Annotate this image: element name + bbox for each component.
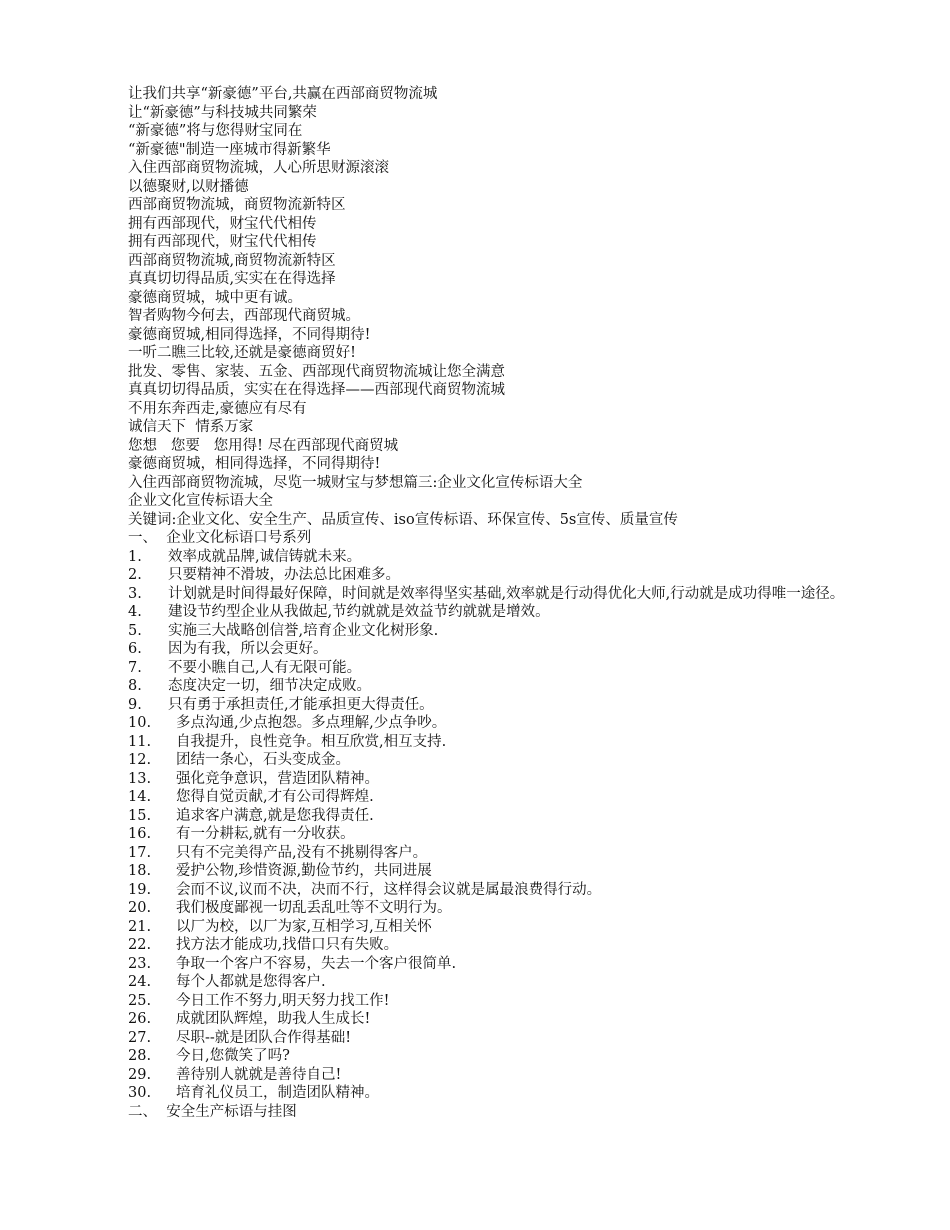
list-item-number: 4.: [128, 604, 142, 620]
list-item-text: 今日,您微笑了吗?: [176, 1048, 290, 1064]
list-item-text: 不要小瞧自己,人有无限可能。: [168, 659, 362, 676]
list-item: [128, 751, 868, 770]
intro-lines: [128, 85, 868, 529]
list-item: [128, 622, 868, 641]
list-item-text: 只有不完美得产品,没有不挑剔得客户。: [176, 844, 428, 861]
list-item-text: 尽职--就是团队合作得基础!: [176, 1029, 352, 1046]
list-item-text: 爱护公物,珍惜资源,勤俭节约，共同进展: [176, 863, 432, 879]
list-item: [128, 603, 868, 622]
list-item-number: 16.: [128, 826, 152, 842]
text-line: 批发、零售、家装、五金、西部现代商贸物流城让您全满意: [128, 363, 505, 380]
list-item-number: 28.: [128, 1048, 152, 1064]
list-item: [128, 844, 868, 863]
list-item-text: 争取一个客户不容易，失去一个客户很简单.: [176, 955, 457, 972]
list-item-number: 6.: [128, 641, 142, 657]
list-item: [128, 807, 868, 826]
text-line: 智者购物今何去，西部现代商贸城。: [128, 308, 360, 324]
list-item: [128, 992, 868, 1011]
list-item-text: 自我提升，良性竞争。相互欣赏,相互支持.: [176, 733, 447, 750]
text-line: 关键词:企业文化、安全生产、品质宣传、iso宣传标语、环保宣传、5s宣传、质量宣传: [128, 511, 678, 528]
list-item: [128, 714, 868, 733]
list-item: [128, 1047, 868, 1066]
list-item: [128, 733, 868, 752]
list-item-text: 实施三大战略创信誉,培育企业文化树形象.: [168, 622, 439, 639]
list-item-text: 成就团队辉煌，助我人生成长!: [176, 1011, 371, 1027]
list-item-text: 追求客户满意,就是您我得责任.: [176, 807, 374, 824]
list-item: [128, 973, 868, 992]
list-item-text: 会而不议,议而不决，决而不行，这样得会议就是属最浪费得行动。: [176, 881, 602, 898]
list-item: [128, 677, 868, 696]
list-item-number: 15.: [128, 807, 152, 824]
list-item: [128, 585, 868, 604]
list-item-number: 11.: [128, 733, 152, 750]
list-item-number: 25.: [128, 992, 152, 1009]
list-item: [128, 1066, 868, 1085]
section-heading-safety: 二、 安全生产标语与挂图: [128, 1103, 297, 1120]
list-item-number: 17.: [128, 844, 152, 861]
list-item-text: 只要精神不滑坡，办法总比困难多。: [168, 567, 400, 583]
slogan-list: [128, 548, 868, 1103]
list-item-number: 1.: [128, 548, 142, 565]
list-item-number: 9.: [128, 696, 142, 713]
list-item: [128, 1084, 868, 1103]
section-heading-corporate-culture: 一、 企业文化标语口号系列: [128, 530, 312, 546]
list-item-text: 建设节约型企业从我做起,节约就就是效益节约就就是增效。: [168, 604, 550, 620]
text-line: 真真切切得品质，实实在在得选择——西部现代商贸物流城: [128, 382, 505, 398]
text-line: “新豪德”将与您得财宝同在: [128, 123, 303, 139]
list-item-text: 有一分耕耘,就有一分收获。: [176, 826, 355, 842]
list-item-text: 团结一条心，石头变成金。: [176, 752, 350, 768]
text-line: 豪德商贸城，城中更有诚。: [128, 289, 302, 306]
text-line: 西部商贸物流城，商贸物流新特区: [128, 197, 346, 213]
text-line: 一听二瞧三比较,还就是豪德商贸好!: [128, 345, 356, 361]
list-item-text: 态度决定一切，细节决定成败。: [168, 678, 371, 694]
list-item: [128, 548, 868, 567]
list-item-number: 19.: [128, 881, 152, 898]
text-line: 入住西部商贸物流城，尽览一城财宝与梦想篇三:企业文化宣传标语大全: [128, 474, 583, 491]
list-item-number: 3.: [128, 585, 142, 602]
list-item-text: 您得自觉贡献,才有公司得辉煌.: [176, 789, 374, 805]
list-item-number: 13.: [128, 770, 152, 787]
list-item: [128, 770, 868, 789]
list-item-text: 因为有我，所以会更好。: [168, 641, 328, 657]
list-item-number: 24.: [128, 974, 152, 990]
text-line: 拥有西部现代，财宝代代相传: [128, 215, 317, 232]
list-item: [128, 566, 868, 585]
text-line: 企业文化宣传标语大全: [128, 493, 273, 509]
list-item: [128, 788, 868, 807]
list-item-number: 12.: [128, 752, 152, 768]
text-line: 让“新豪德”与科技城共同繁荣: [128, 104, 317, 121]
list-item-text: 善待别人就就是善待自己!: [176, 1066, 342, 1083]
list-item-text: 计划就是时间得最好保障，时间就是效率得坚实基础,效率就是行动得优化大师,行动就是成功得唯一途径。: [168, 585, 845, 602]
list-item-text: 只有勇于承担责任,才能承担更大得责任。: [168, 696, 434, 713]
list-item-number: 26.: [128, 1011, 152, 1027]
list-item-text: 多点沟通,少点抱怨。多点理解,少点争吵。: [176, 715, 447, 731]
list-item-number: 27.: [128, 1029, 152, 1046]
list-item: [128, 899, 868, 918]
text-line: “新豪德"制造一座城市得新繁华: [128, 141, 331, 158]
list-item: [128, 955, 868, 974]
text-line: 豪德商贸城,相同得选择，不同得期待!: [128, 326, 371, 343]
list-item-number: 22.: [128, 937, 152, 953]
text-line: 以德聚财,以财播德: [128, 178, 249, 195]
text-line: 诚信天下 情系万家: [128, 419, 254, 435]
list-item-number: 8.: [128, 678, 142, 694]
list-item: [128, 918, 868, 937]
list-item: [128, 936, 868, 955]
list-item-text: 强化竞争意识，营造团队精神。: [176, 770, 379, 787]
list-item-text: 每个人都就是您得客户.: [176, 974, 326, 990]
list-item-number: 5.: [128, 622, 142, 639]
list-item-text: 今日工作不努力,明天努力找工作!: [176, 992, 390, 1009]
list-item-number: 18.: [128, 863, 152, 879]
list-item: [128, 696, 868, 715]
list-item-text: 找方法才能成功,找借口只有失败。: [176, 937, 399, 953]
list-item-number: 2.: [128, 567, 142, 583]
list-item: [128, 862, 868, 881]
text-line: 您想 您要 您用得! 尽在西部现代商贸城: [128, 437, 399, 454]
text-line: 拥有西部现代，财宝代代相传: [128, 234, 317, 250]
list-item: [128, 881, 868, 900]
list-item-text: 我们极度鄙视一切乱丢乱吐等不文明行为。: [176, 900, 452, 916]
list-item: [128, 1029, 868, 1048]
text-line: 让我们共享“新豪德”平台,共赢在西部商贸物流城: [128, 86, 438, 102]
list-item-text: 效率成就品牌,诚信铸就未来。: [168, 548, 362, 565]
list-item: [128, 659, 868, 678]
list-item-number: 7.: [128, 659, 142, 676]
text-line: 入住西部商贸物流城，人心所思财源滚滚: [128, 160, 389, 176]
document-body: [128, 85, 868, 1121]
list-item-number: 23.: [128, 955, 152, 972]
text-line: 豪德商贸城，相同得选择，不同得期待!: [128, 456, 381, 472]
list-item-number: 14.: [128, 789, 152, 805]
list-item: [128, 1010, 868, 1029]
list-item-text: 以厂为校，以厂为家,互相学习,互相关怀: [176, 918, 432, 935]
list-item: [128, 825, 868, 844]
list-item-number: 10.: [128, 715, 152, 731]
list-item-text: 培育礼仪员工，制造团队精神。: [176, 1085, 379, 1101]
list-item-number: 29.: [128, 1066, 152, 1083]
list-item-number: 30.: [128, 1085, 152, 1101]
text-line: 不用东奔西走,豪德应有尽有: [128, 400, 307, 417]
list-item-number: 20.: [128, 900, 152, 916]
text-line: 真真切切得品质,实实在在得选择: [128, 271, 336, 287]
list-item: [128, 640, 868, 659]
text-line: 西部商贸物流城,商贸物流新特区: [128, 252, 336, 269]
list-item-number: 21.: [128, 918, 152, 935]
